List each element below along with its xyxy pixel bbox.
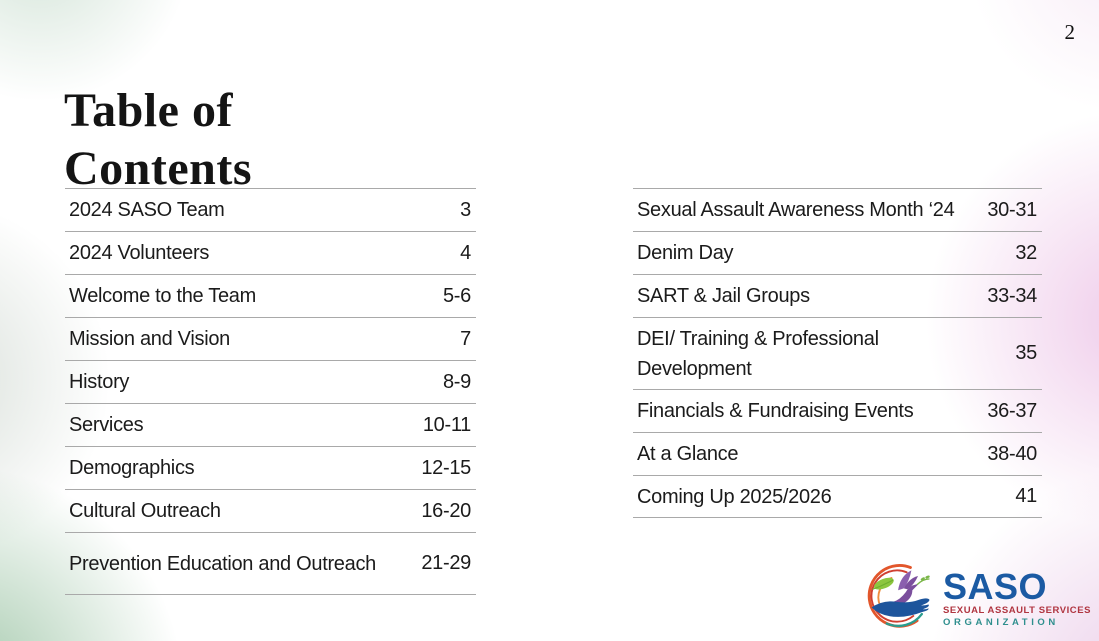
page-number: 2 [1064,20,1075,44]
toc-entry-label: 2024 SASO Team [69,199,225,221]
logo-wordmark [943,565,1091,628]
page-title: Table of Contents [64,84,253,195]
toc-entry-pages: 21-29 [421,552,471,574]
toc-entry-label: Mission and Vision [69,328,230,350]
toc-entry-pages: 5-6 [442,284,471,307]
toc-entry-pages: 30-31 [987,198,1037,221]
toc-entry-label: Denim Day [637,242,734,264]
toc-entry-label: DEI/ Training & Professional Development [637,327,879,380]
toc-row[interactable] [633,274,1042,317]
toc-entry-label: Coming Up 2025/2026 [637,485,832,508]
toc-entry-pages: 35 [1015,342,1037,364]
toc-column-right [633,188,1042,518]
saso-logo [862,558,1091,639]
toc-entry-label: At a Glance [637,443,739,465]
toc-row[interactable] [633,317,1042,389]
toc-entry-label: Demographics [69,457,195,479]
toc-entry-label: Cultural Outreach [69,500,221,522]
logo-subtitle-services: SEXUAL ASSAULT SERVICES [943,605,1091,617]
toc-row[interactable] [633,231,1042,274]
toc-entry-label: 2024 Volunteers [69,242,210,264]
toc-row[interactable] [65,446,476,489]
dove-hand-swirl-icon [862,558,938,639]
toc-entry-label: Prevention Education and Outreach [69,552,376,575]
toc-row[interactable] [633,389,1042,432]
toc-entry-pages: 3 [460,198,471,221]
toc-entry-pages: 41 [1015,485,1037,507]
toc-entry-pages: 36-37 [987,399,1037,422]
logo-name-text: SASO [943,565,1048,607]
toc-row[interactable] [65,274,476,317]
toc-row[interactable] [65,532,476,595]
toc-entry-pages: 4 [460,241,471,264]
toc-entry-label: Sexual Assault Awareness Month ‘24 [637,199,955,221]
toc-row[interactable] [65,188,476,231]
toc-entry-label: History [69,371,130,393]
toc-column-left [65,188,476,595]
toc-entry-pages: 8-9 [442,370,471,393]
logo-subtitle-organization: ORGANIZATION [943,616,1059,628]
toc-entry-pages: 7 [460,327,471,350]
toc-row[interactable] [65,231,476,274]
toc-row[interactable] [633,188,1042,231]
toc-row[interactable] [633,475,1042,518]
toc-row[interactable] [65,317,476,360]
toc-row[interactable] [65,360,476,403]
toc-entry-label: SART & Jail Groups [637,285,810,307]
toc-entry-pages: 10-11 [422,413,471,436]
toc-entry-pages: 38-40 [987,442,1037,465]
toc-entry-pages: 32 [1015,241,1037,264]
toc-row[interactable] [65,489,476,532]
toc-row[interactable] [633,432,1042,475]
toc-row[interactable] [65,403,476,446]
toc-entry-label: Services [69,414,144,436]
toc-entry-pages: 33-34 [987,284,1037,307]
toc-entry-pages: 16-20 [421,499,471,522]
toc-entry-label: Welcome to the Team [69,285,256,307]
toc-entry-label: Financials & Fundraising Events [637,400,914,422]
toc-entry-pages: 12-15 [421,456,471,479]
